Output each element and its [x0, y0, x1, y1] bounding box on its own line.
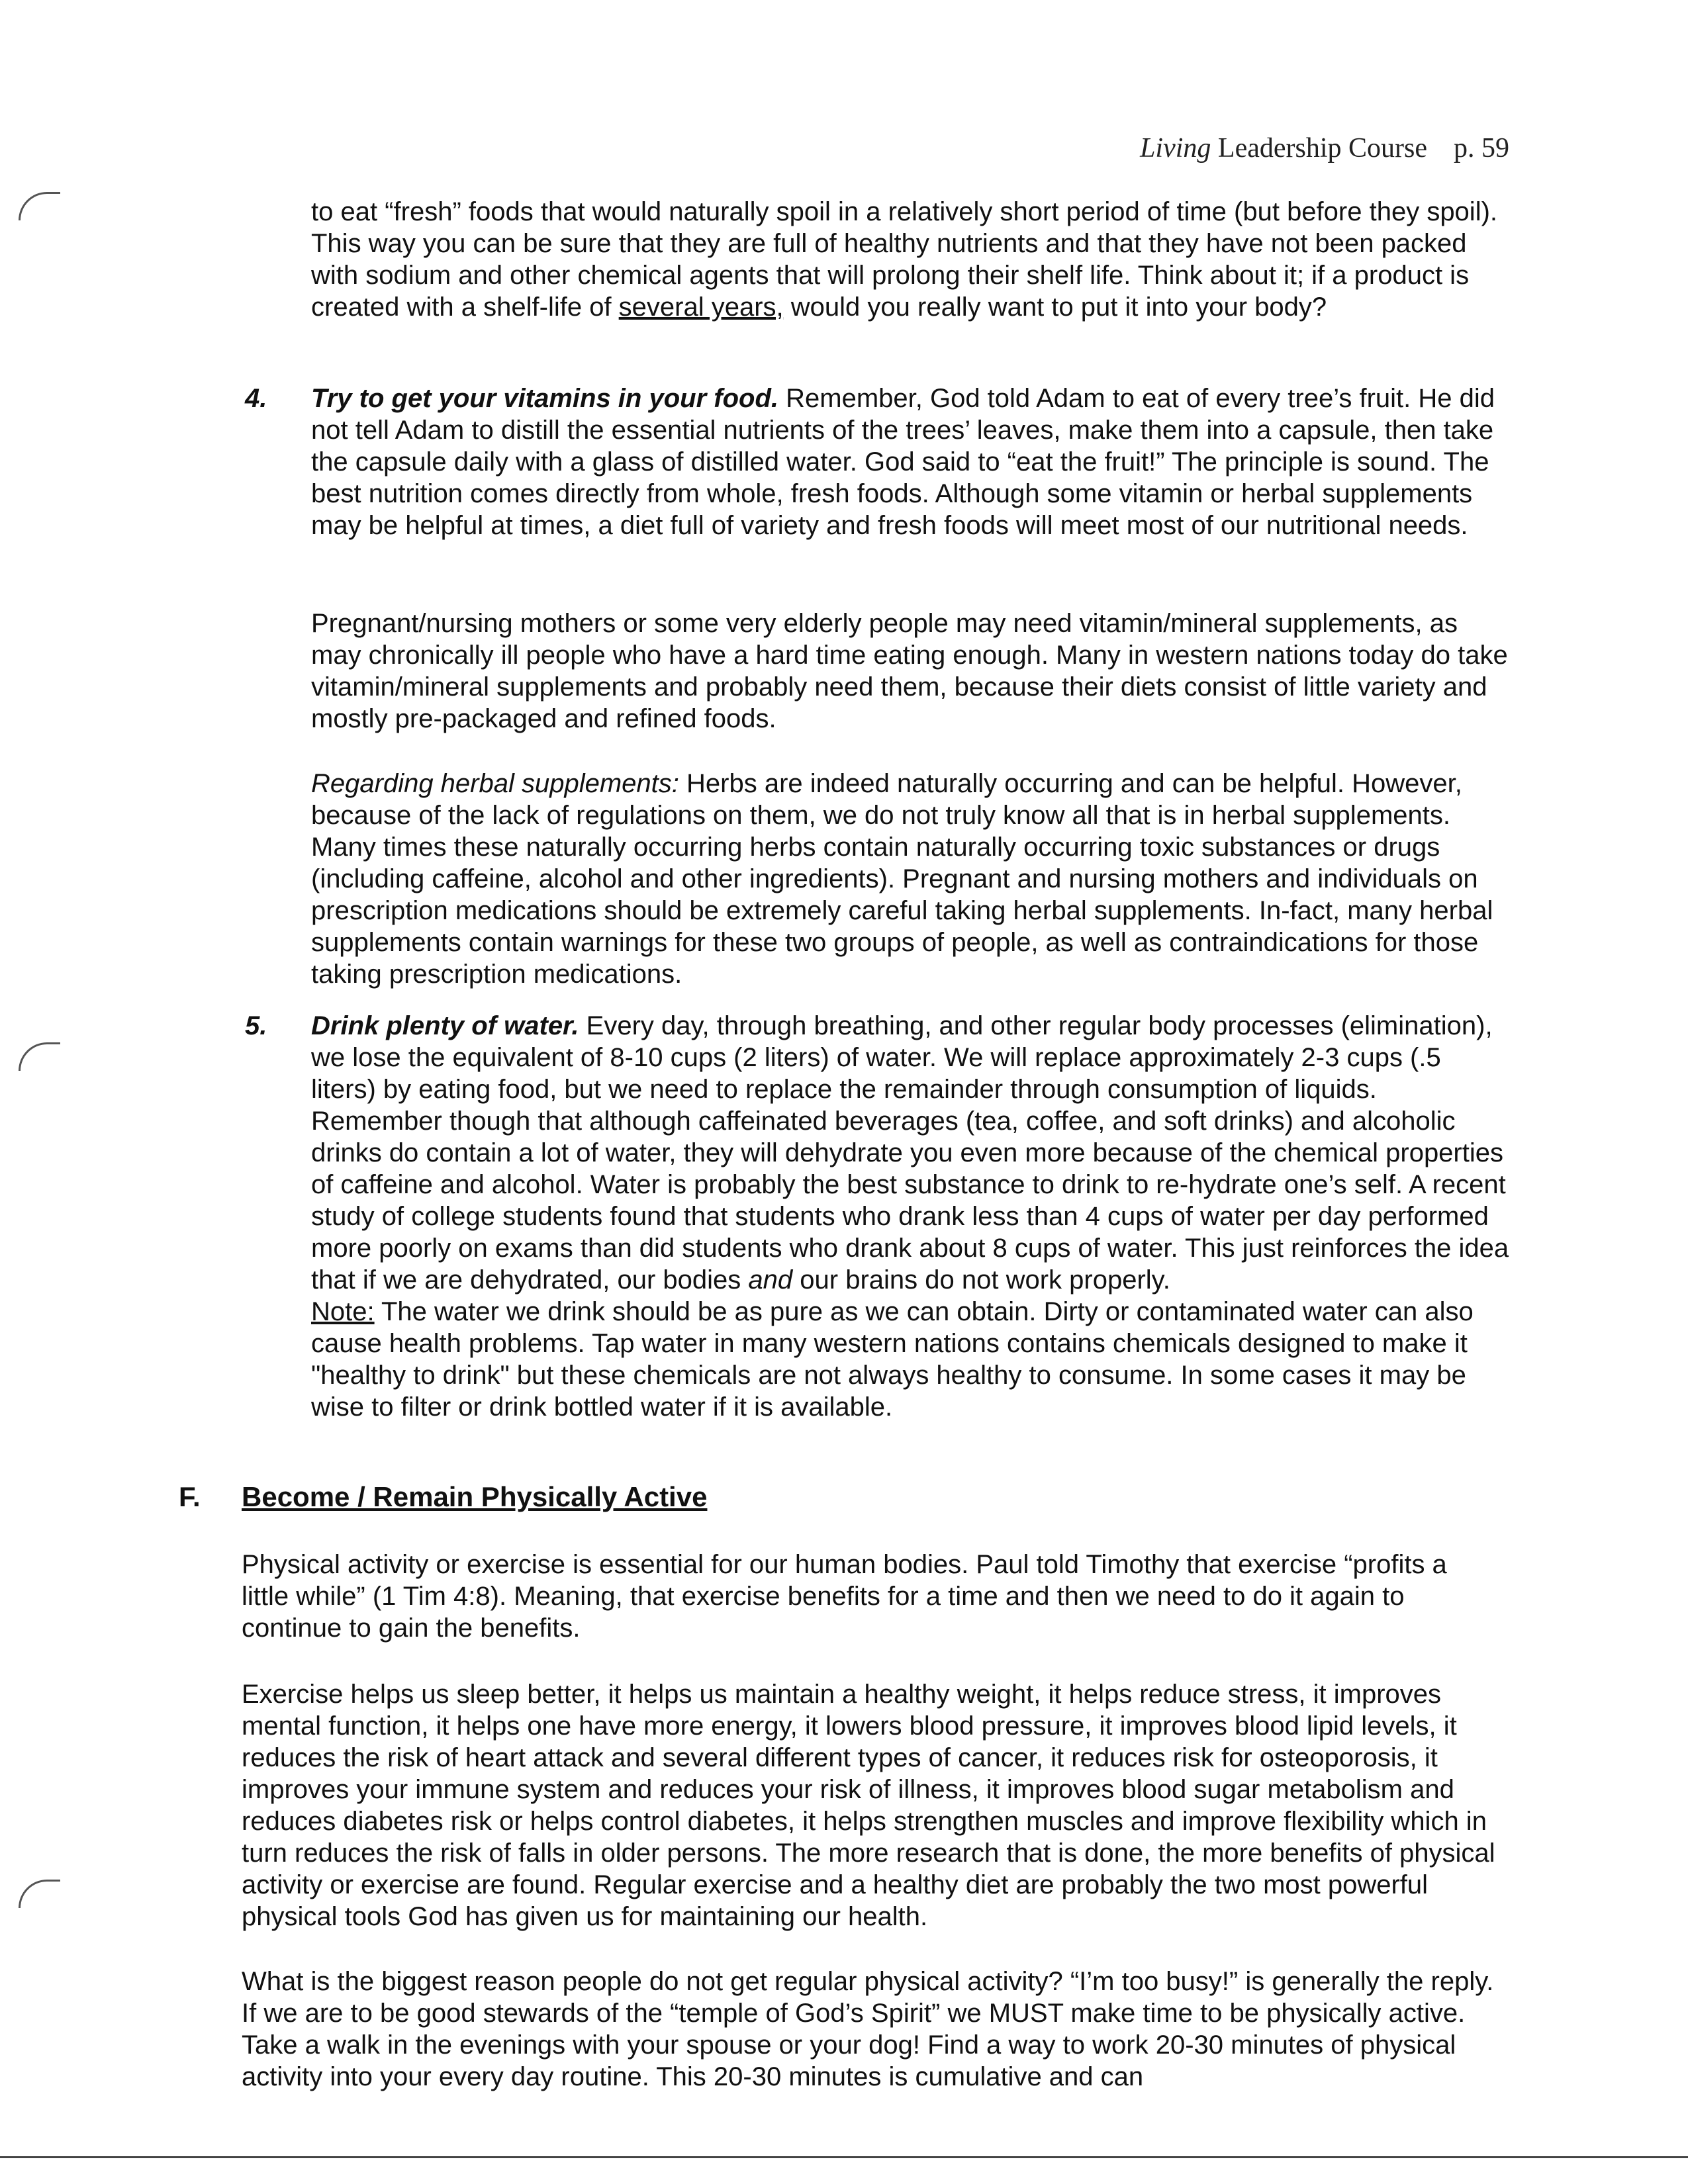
item-5-text-a: Every day, through breathing, and other regular body processes (elimination), we lose the equivalent of 8-10 cups (2 liters) of water. We will replace approximately 2-3 cups (.5 liters) by eating food, but we need to replace the remainder through consumption of liquids. Remember though that although caffeinated beverages (tea, coffee, and soft drinks) and alcoholic drinks do contain a lot of water, they will dehydrate you even more because of the chemical properties of caffeine and alcohol. Water is probably the best substance to drink to re-hydrate one’s self. A recent study of college students found that students who drank less than 4 cups of water per day performed more poorly on exams than did students who drank about 8 cups of water. This just reinforces the idea that if we are dehydrated, our bodies: [311, 1011, 1509, 1295]
punch-hole-mark: [19, 1042, 60, 1071]
item-5-emphasis: and: [748, 1265, 793, 1295]
punch-hole-mark: [19, 1880, 60, 1908]
item-4-lead: Try to get your vitamins in your food.: [311, 384, 778, 413]
item-5-number: 5.: [245, 1011, 267, 1040]
section-f-paragraph-3: What is the biggest reason people do not get regular physical activity? “I’m too busy!” is generally the reply. If we are to be good stewards of the “temple of God’s Spirit” we MUST make time to be physically active. Take a walk in the evenings with your spouse or your dog! Find a way to work 20-30 minutes of physical activity into your every day routine. This 20-30 minutes is cumulative and can: [242, 1967, 1494, 2091]
section-title: Become / Remain Physically Active: [242, 1481, 708, 1512]
section-letter: F.: [179, 1481, 201, 1512]
item-4-paragraph: [311, 383, 1509, 541]
bottom-rule: [0, 2156, 1688, 2158]
intro-underlined-text: several years,: [618, 293, 784, 322]
item-4-number: 4.: [245, 384, 267, 413]
intro-text: to eat “fresh” foods that would naturally spoil in a relatively short period of time (but before they spoil). This way you can be sure that they are full of healthy nutrients and that they have not been packed with sodium and other chemical agents that will prolong their shelf life. Think about it; if a product is created with a shelf-life of: [311, 197, 1498, 322]
note-label: Note:: [311, 1297, 375, 1326]
course-title-italic: Living: [1140, 133, 1211, 163]
note-text: The water we drink should be as pure as we can obtain. Dirty or contaminated water can also cause health problems. Tap water in many western nations contains chemicals designed to make it "healthy to drink" but these chemicals are not always healthy to consume. In some cases it may be wise to filter or drink bottled water if it is available.: [311, 1297, 1474, 1422]
page-header: [1140, 132, 1509, 164]
item-5-paragraph: [311, 1010, 1509, 1423]
section-f-paragraph-1: Physical activity or exercise is essential for our human bodies. Paul told Timothy that exercise “profits a little while” (1 Tim 4:8). Meaning, that exercise benefits for a time and then we need to do it again to continue to gain the benefits.: [242, 1550, 1447, 1643]
item-5-lead: Drink plenty of water.: [311, 1011, 579, 1040]
herbal-text: Herbs are indeed naturally occurring and can be helpful. However, because of the lack of regulations on them, we do not truly know all that is in herbal supplements. Many times these naturally occurring herbs contain naturally occurring toxic substances or drugs (including caffeine, alcohol and other ingredients). Pregnant and nursing mothers and individuals on prescription medications should be extremely careful taking herbal supplements. In-fact, many herbal supplements contain warnings for these two groups of people, as well as contraindications for those taking prescription medications.: [311, 769, 1493, 989]
punch-hole-mark: [19, 192, 60, 220]
page-number: p. 59: [1454, 133, 1509, 163]
item-4-paragraph-2: Pregnant/nursing mothers or some very elderly people may need vitamin/mineral supplements, as may chronically ill people who have a hard time eating enough. Many in western nations today do take vitamin/mineral supplements and probably need them, because their diets consist of little variety and mostly pre-packaged and refined foods.: [311, 609, 1508, 733]
intro-paragraph: [311, 196, 1509, 323]
herbal-lead: Regarding herbal supplements:: [311, 769, 679, 798]
intro-end-text: would you really want to put it into your body?: [783, 293, 1327, 322]
item-5-text-b: our brains do not work properly.: [792, 1265, 1170, 1295]
item-4-paragraph-3: [311, 768, 1509, 990]
section-f-paragraph-2: Exercise helps us sleep better, it helps us maintain a healthy weight, it helps reduce stress, it improves mental function, it helps one have more energy, it lowers blood pressure, it improves blood lipid levels, it reduces the risk of heart attack and several different types of cancer, it reduces risk for osteoporosis, it improves your immune system and reduces your risk of illness, it improves blood sugar metabolism and reduces diabetes risk or helps control diabetes, it helps strengthen muscles and improve flexibility which in turn reduces the risk of falls in older persons. The more research that is done, the more benefits of physical activity or exercise are found. Regular exercise and a healthy diet are probably the two most powerful physical tools God has given us for maintaining our health.: [242, 1680, 1495, 1931]
course-title: Leadership Course: [1211, 133, 1427, 163]
item-4-text: Remember, God told Adam to eat of every tree’s fruit. He did not tell Adam to distill the essential nutrients of the trees’ leaves, make them into a capsule, then take the capsule daily with a glass of distilled water. God said to “eat the fruit!” The principle is sound. The best nutrition comes directly from whole, fresh foods. Although some vitamin or herbal supplements may be helpful at times, a diet full of variety and fresh foods will meet most of our nutritional needs.: [311, 384, 1495, 540]
